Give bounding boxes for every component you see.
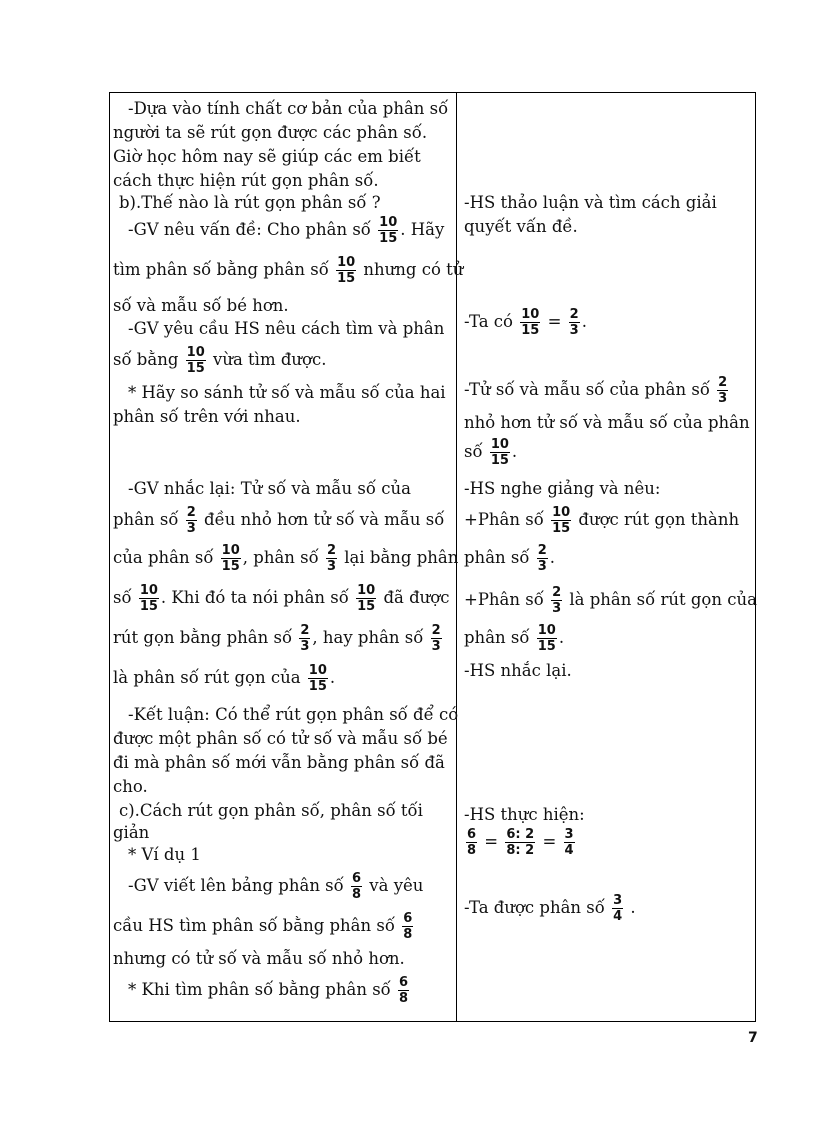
text: -Ta có xyxy=(464,312,513,331)
right-line: -HS thực hiện: xyxy=(464,805,585,824)
numerator: 10 xyxy=(186,345,205,360)
text: +Phân số xyxy=(464,510,544,529)
text: lại bằng phân xyxy=(344,548,459,567)
left-line: Giờ học hôm nay sẽ giúp các em biết xyxy=(113,147,421,166)
fraction-2-3 xyxy=(186,505,197,536)
left-line: nhưng có tử số và mẫu số nhỏ hơn. xyxy=(113,949,405,968)
text: . xyxy=(630,898,636,917)
left-line: giản xyxy=(113,823,150,842)
denominator: 3 xyxy=(537,559,547,574)
denominator: 3 xyxy=(569,323,579,338)
numerator: 10 xyxy=(521,307,540,322)
denominator: 3 xyxy=(718,391,728,406)
right-line-with-fraction xyxy=(464,375,730,406)
fraction-10-15 xyxy=(378,215,398,246)
left-line-with-fraction xyxy=(128,215,444,246)
left-line-with-fraction xyxy=(113,583,449,614)
text: phân số xyxy=(464,628,530,647)
fraction-3-4 xyxy=(564,827,575,858)
numerator: 10 xyxy=(552,505,571,520)
numerator: 10 xyxy=(357,583,376,598)
left-line: -Dựa vào tính chất cơ bản của phân số xyxy=(128,99,449,118)
fraction-3-4 xyxy=(612,893,623,924)
right-line: -HS thảo luận và tìm cách giải xyxy=(464,193,717,212)
numerator: 2 xyxy=(186,505,196,520)
left-line: c).Cách rút gọn phân số, phân số tối xyxy=(119,801,423,820)
left-line: -Kết luận: Có thể rút gọn phân số để có xyxy=(128,705,459,724)
text: của phân số xyxy=(113,548,214,567)
text: tìm phân số bằng phân số xyxy=(113,260,329,279)
fraction-2-3 xyxy=(537,543,548,574)
numerator: 2 xyxy=(552,585,562,600)
denominator: 15 xyxy=(357,599,376,614)
numerator: 3 xyxy=(613,893,623,908)
text: được rút gọn thành xyxy=(578,510,740,529)
numerator: 2 xyxy=(431,623,441,638)
left-line: phân số trên với nhau. xyxy=(113,407,301,426)
fraction-10-15 xyxy=(336,255,356,286)
text: phân số xyxy=(464,548,530,567)
text: , phân số xyxy=(242,548,319,567)
right-line-with-fraction xyxy=(464,307,587,338)
text: . xyxy=(511,442,518,461)
left-line: cách thực hiện rút gọn phân số. xyxy=(113,171,379,190)
text: nhưng có tử xyxy=(363,260,464,279)
left-line-with-fraction xyxy=(128,975,411,1006)
right-line-with-fraction xyxy=(464,623,564,654)
lesson-table xyxy=(109,92,756,1022)
right-line-with-fraction xyxy=(464,437,517,468)
right-line: nhỏ hơn tử số và mẫu số của phân xyxy=(464,413,750,432)
left-line-with-fraction xyxy=(113,663,335,694)
denominator: 8: 2 xyxy=(506,843,535,858)
left-line-with-fraction xyxy=(113,911,415,942)
fraction-10-15 xyxy=(551,505,571,536)
equals-sign: = xyxy=(547,312,562,331)
numerator: 10 xyxy=(139,583,158,598)
left-line: đi mà phân số mới vẫn bằng phân số đã xyxy=(113,753,445,772)
text: vừa tìm được. xyxy=(213,350,327,369)
denominator: 4 xyxy=(613,909,623,924)
numerator: 10 xyxy=(337,255,356,270)
denominator: 15 xyxy=(337,271,356,286)
fraction-2-3 xyxy=(299,623,310,654)
fraction-2-3 xyxy=(326,543,337,574)
left-line: b).Thế nào là rút gọn phân số ? xyxy=(119,193,381,212)
text: -Ta được phân số xyxy=(464,898,605,917)
text: . xyxy=(329,668,336,687)
text: số bằng xyxy=(113,350,179,369)
denominator: 8 xyxy=(399,991,409,1006)
denominator: 15 xyxy=(521,323,540,338)
left-line-with-fraction xyxy=(113,543,458,574)
numerator: 6 xyxy=(403,911,413,926)
text: . Khi đó ta nói phân số xyxy=(160,588,349,607)
right-line-with-fraction xyxy=(464,585,757,616)
fraction-10-15 xyxy=(139,583,159,614)
denominator: 4 xyxy=(564,843,574,858)
denominator: 3 xyxy=(300,639,310,654)
equals-sign: = xyxy=(484,832,499,851)
text: +Phân số xyxy=(464,590,544,609)
text: phân số xyxy=(113,510,179,529)
left-line: người ta sẽ rút gọn được các phân số. xyxy=(113,123,428,142)
left-line: -GV nhắc lại: Tử số và mẫu số của xyxy=(128,479,411,498)
fraction-10-15 xyxy=(221,543,241,574)
left-line-with-fraction xyxy=(113,255,463,286)
denominator: 15 xyxy=(221,559,240,574)
numerator: 2 xyxy=(537,543,547,558)
denominator: 15 xyxy=(139,599,158,614)
text: -Tử số và mẫu số của phân số xyxy=(464,380,710,399)
left-line: số và mẫu số bé hơn. xyxy=(113,296,289,315)
fraction-2-3 xyxy=(551,585,562,616)
fraction-6div2-8div2 xyxy=(505,827,535,858)
fraction-10-15 xyxy=(186,345,206,376)
right-line: -HS nghe giảng và nêu: xyxy=(464,479,661,498)
numerator: 10 xyxy=(537,623,556,638)
text: -GV nêu vấn đề: Cho phân số xyxy=(128,220,371,239)
numerator: 10 xyxy=(308,663,327,678)
left-line: được một phân số có tử số và mẫu số bé xyxy=(113,729,448,748)
denominator: 3 xyxy=(186,521,196,536)
denominator: 15 xyxy=(490,453,509,468)
denominator: 3 xyxy=(431,639,441,654)
text: và yêu xyxy=(369,876,424,895)
left-line-with-fraction xyxy=(113,623,444,654)
text: đã được xyxy=(383,588,450,607)
left-line-with-fraction xyxy=(113,345,326,376)
denominator: 15 xyxy=(186,361,205,376)
fraction-6-8 xyxy=(466,827,477,858)
fraction-6-8 xyxy=(402,911,413,942)
denominator: 15 xyxy=(308,679,327,694)
fraction-2-3 xyxy=(431,623,442,654)
text: . xyxy=(558,628,565,647)
fraction-10-15 xyxy=(308,663,328,694)
left-line: * Ví dụ 1 xyxy=(128,845,201,864)
denominator: 8 xyxy=(403,927,413,942)
numerator: 2 xyxy=(326,543,337,558)
right-line-with-fraction xyxy=(464,543,555,574)
text: . xyxy=(581,312,587,331)
left-line: * Hãy so sánh tử số và mẫu số của hai xyxy=(128,383,446,402)
right-line-with-fraction xyxy=(464,893,636,924)
text: rút gọn bằng phân số xyxy=(113,628,293,647)
fraction-10-15 xyxy=(520,307,540,338)
text: là phân số rút gọn của xyxy=(113,668,301,687)
fraction-6-8 xyxy=(398,975,409,1006)
numerator: 10 xyxy=(379,215,398,230)
text: đều nhỏ hơn tử số và mẫu số xyxy=(204,510,445,529)
text: cầu HS tìm phân số bằng phân số xyxy=(113,916,395,935)
numerator: 6 xyxy=(399,975,409,990)
fraction-10-15 xyxy=(537,623,557,654)
fraction-6-8 xyxy=(351,871,362,902)
numerator: 10 xyxy=(221,543,240,558)
page-number: 7 xyxy=(748,1030,758,1046)
left-line: cho. xyxy=(113,777,148,796)
text: . xyxy=(549,548,556,567)
text: số xyxy=(113,588,132,607)
numerator: 3 xyxy=(564,827,574,842)
numerator: 2 xyxy=(718,375,728,390)
text: . Hãy xyxy=(400,220,445,239)
denominator: 3 xyxy=(552,601,562,616)
fraction-10-15 xyxy=(490,437,510,468)
numerator: 6 xyxy=(467,827,477,842)
left-line-with-fraction xyxy=(113,505,444,536)
denominator: 3 xyxy=(326,559,337,574)
numerator: 6 xyxy=(352,871,362,886)
text: số xyxy=(464,442,483,461)
text: -GV viết lên bảng phân số xyxy=(128,876,344,895)
right-line-equation xyxy=(464,827,577,858)
right-line: quyết vấn đề. xyxy=(464,217,578,236)
numerator: 2 xyxy=(300,623,310,638)
fraction-2-3 xyxy=(569,307,580,338)
denominator: 15 xyxy=(537,639,556,654)
fraction-2-3 xyxy=(717,375,728,406)
denominator: 8 xyxy=(467,843,477,858)
text: , hay phân số xyxy=(312,628,424,647)
numerator: 2 xyxy=(569,307,579,322)
right-line-with-fraction xyxy=(464,505,739,536)
denominator: 15 xyxy=(552,521,571,536)
right-line: -HS nhắc lại. xyxy=(464,661,572,680)
left-line: -GV yêu cầu HS nêu cách tìm và phân xyxy=(128,319,445,338)
equals-sign: = xyxy=(542,832,557,851)
left-line-with-fraction xyxy=(128,871,423,902)
text: * Khi tìm phân số bằng phân số xyxy=(128,980,391,999)
text: là phân số rút gọn của xyxy=(569,590,757,609)
denominator: 8 xyxy=(352,887,362,902)
numerator: 6: 2 xyxy=(506,827,535,842)
fraction-10-15 xyxy=(356,583,376,614)
denominator: 15 xyxy=(379,231,398,246)
numerator: 10 xyxy=(490,437,509,452)
